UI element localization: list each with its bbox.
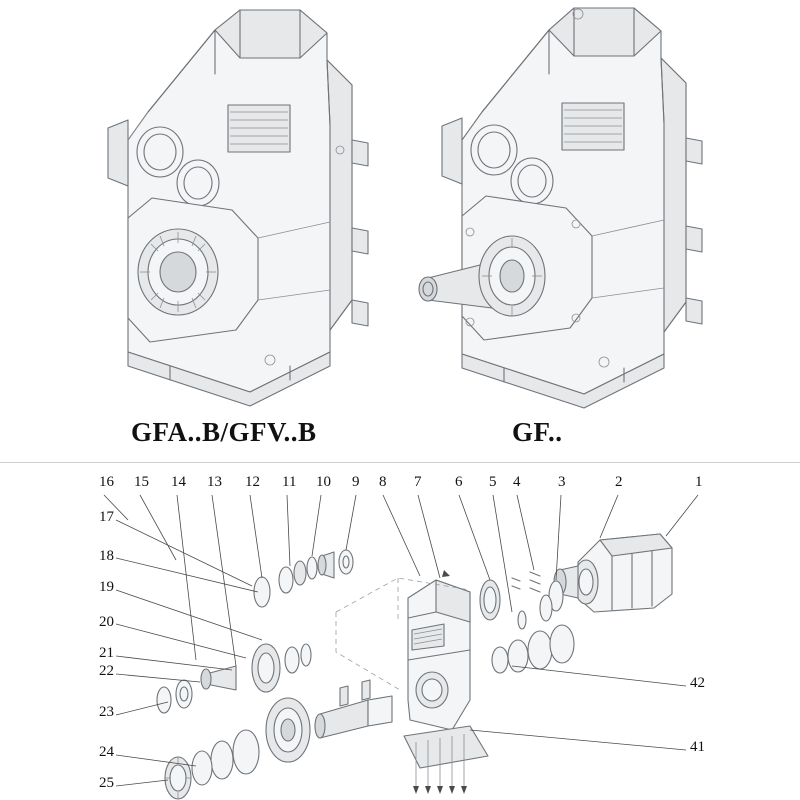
gearbox-left-drawing: [108, 10, 368, 406]
callout-top-7: 7: [414, 474, 422, 490]
callout-top-3: 3: [558, 474, 566, 490]
callout-top-4: 4: [513, 474, 521, 490]
callout-top-9: 9: [352, 474, 360, 490]
callout-top-14: 14: [171, 474, 186, 490]
callout-top-8: 8: [379, 474, 387, 490]
section-divider: [0, 462, 800, 463]
callout-top-5: 5: [489, 474, 497, 490]
callout-left-23: 23: [99, 704, 114, 720]
exploded-assembly-drawing: [104, 495, 698, 799]
callout-left-20: 20: [99, 614, 114, 630]
caption-gf: GF..: [512, 417, 563, 447]
callout-top-11: 11: [282, 474, 297, 490]
callout-top-13: 13: [207, 474, 222, 490]
callout-left-22: 22: [99, 663, 114, 679]
callout-left-19: 19: [99, 579, 114, 595]
callout-left-21: 21: [99, 645, 114, 661]
callout-top-2: 2: [615, 474, 623, 490]
callout-left-24: 24: [99, 744, 114, 760]
callout-left-17: 17: [99, 509, 114, 525]
callout-top-10: 10: [316, 474, 331, 490]
caption-gfa-gfv: GFA..B/GFV..B: [131, 417, 317, 447]
callout-top-6: 6: [455, 474, 463, 490]
callout-right-41: 41: [690, 739, 705, 755]
gearbox-right-drawing: [419, 8, 702, 408]
callout-top-16: 16: [99, 474, 114, 490]
callout-top-1: 1: [695, 474, 703, 490]
callout-right-42: 42: [690, 675, 705, 691]
callout-left-25: 25: [99, 775, 114, 791]
callout-top-15: 15: [134, 474, 149, 490]
callout-top-12: 12: [245, 474, 260, 490]
callout-left-18: 18: [99, 548, 114, 564]
